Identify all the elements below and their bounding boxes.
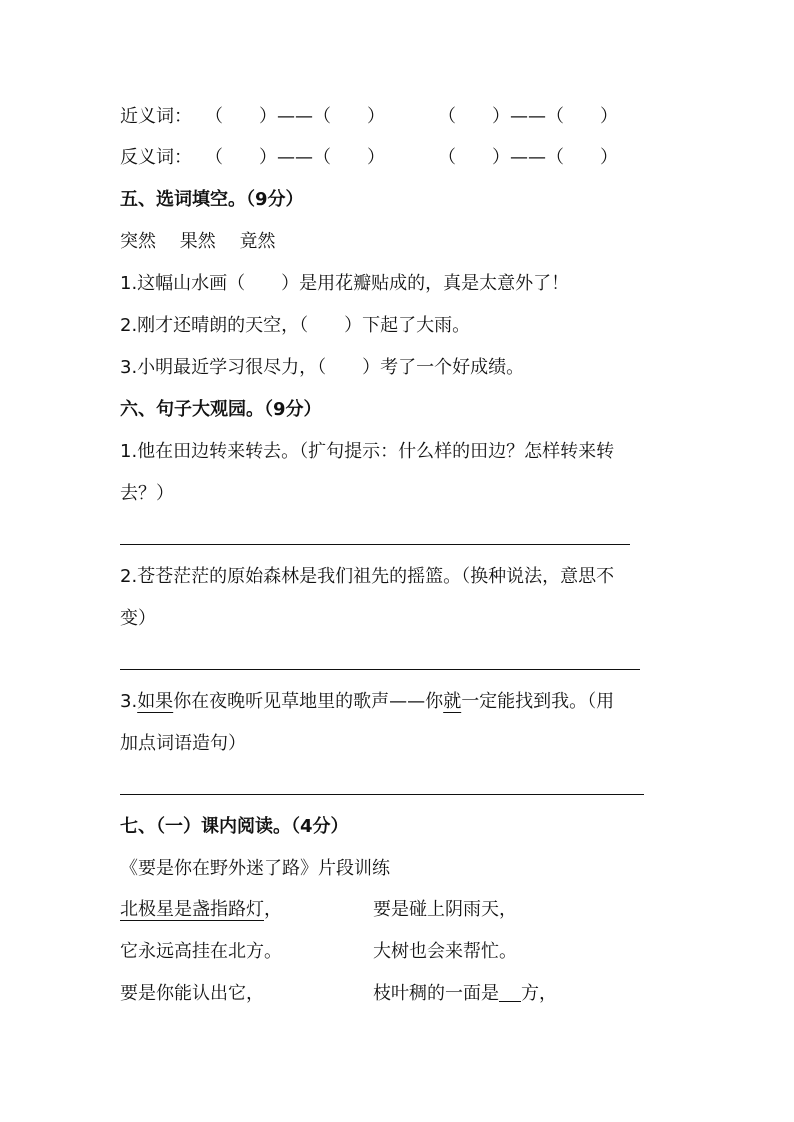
section5-question-2[interactable]: 2.刚才还晴朗的天空，（ ）下起了大雨。 — [120, 315, 471, 336]
antonym-pair-1[interactable]: （ ）——（ ） — [205, 147, 385, 168]
section5-word-bank: 突然 果然 竟然 — [120, 231, 276, 252]
section6-question-2-line-2: 变） — [120, 608, 156, 629]
answer-line-1[interactable] — [120, 544, 630, 545]
dotted-word-jiu: 就 — [443, 691, 462, 712]
synonyms-label: 近义词： — [120, 106, 192, 127]
synonym-pair-2[interactable]: （ ）——（ ） — [438, 106, 618, 127]
section6-question-2-line-1: 2.苍苍茫茫的原始森林是我们祖先的摇篮。（换种说法，意思不 — [120, 566, 615, 587]
q3-middle: 你在夜晚听见草地里的歌声——你 — [173, 691, 444, 712]
underlined-phrase: 北极星是盏指路灯 — [120, 899, 264, 920]
answer-line-2[interactable] — [120, 669, 640, 670]
poem-left-line-3: 要是你能认出它， — [120, 983, 264, 1004]
section5-question-3[interactable]: 3.小明最近学习很尽力，（ ）考了一个好成绩。 — [120, 357, 525, 378]
poem-left-line-1-punct: ， — [264, 899, 282, 920]
section6-question-3-line-1 — [120, 690, 614, 714]
q3-suffix: 一定能找到我。（用 — [461, 691, 615, 712]
section5-question-1[interactable]: 1.这幅山水画（ ）是用花瓣贴成的，真是太意外了！ — [120, 273, 570, 294]
poem-left-line-2: 它永远高挂在北方。 — [120, 941, 282, 962]
section6-question-1-line-2: 去？） — [120, 483, 174, 504]
antonyms-label: 反义词： — [120, 147, 192, 168]
poem-right-line-3 — [373, 982, 557, 1006]
section7-title: 七、（一）课内阅读。（4分） — [120, 816, 349, 837]
poem-right-line-2: 大树也会来帮忙。 — [373, 941, 517, 962]
poem-right-line-1: 要是碰上阴雨天， — [373, 899, 517, 920]
section6-question-1-line-1: 1.他在田边转来转去。（扩句提示：什么样的田边？怎样转来转 — [120, 441, 615, 462]
section6-question-3-line-2: 加点词语造句） — [120, 733, 246, 754]
poem-right-line-3-pre: 枝叶稠的一面是 — [373, 983, 499, 1004]
synonyms-row — [120, 105, 192, 129]
antonyms-row — [120, 146, 192, 170]
answer-line-3[interactable] — [120, 794, 644, 795]
synonym-pair-1[interactable]: （ ）——（ ） — [205, 106, 385, 127]
section5-title: 五、选词填空。（9分） — [120, 189, 304, 210]
antonym-pair-2[interactable]: （ ）——（ ） — [438, 147, 618, 168]
passage-title: 《要是你在野外迷了路》片段训练 — [120, 858, 390, 879]
q3-prefix: 3. — [120, 691, 138, 712]
dotted-word-rugu: 如果 — [137, 691, 174, 712]
poem-right-line-3-post: 方， — [521, 983, 557, 1004]
fill-blank-direction[interactable] — [499, 983, 521, 1002]
section6-title: 六、句子大观园。（9分） — [120, 399, 322, 420]
poem-left-line-1 — [120, 898, 282, 922]
